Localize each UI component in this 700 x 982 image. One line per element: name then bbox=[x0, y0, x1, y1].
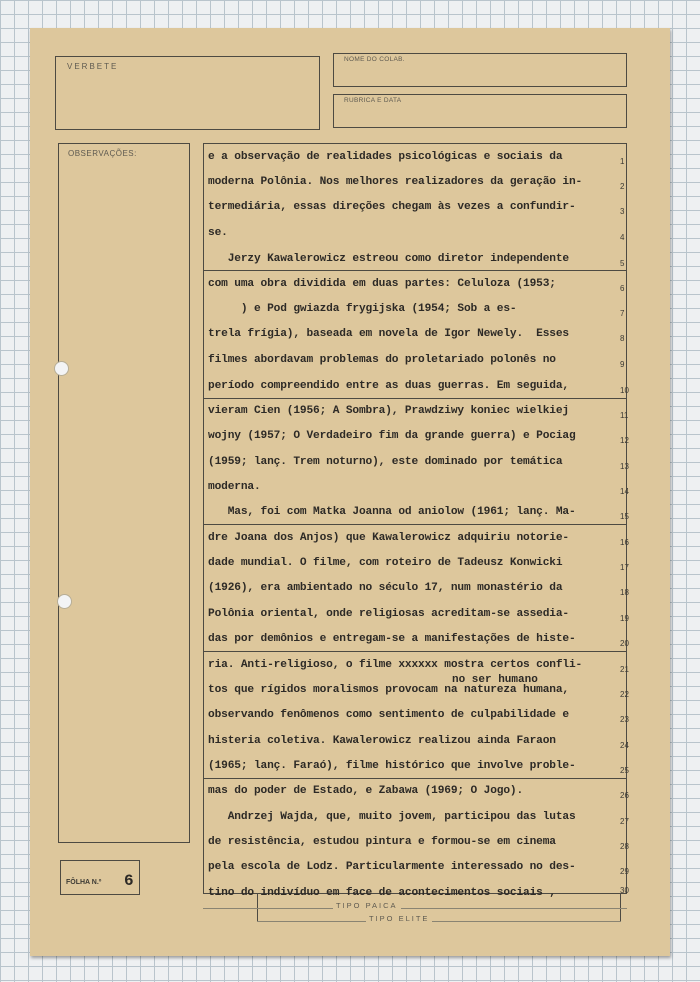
line-number: 21 bbox=[620, 665, 629, 674]
punch-hole-bottom bbox=[57, 594, 72, 609]
line-number: 16 bbox=[620, 538, 629, 547]
text-line-8: trela frígia), baseada em novela de Igor Newely. Esses bbox=[208, 328, 569, 340]
text-line-1: e a observação de realidades psicológicas e sociais da bbox=[208, 151, 563, 163]
folha-label: FÔLHA N.º bbox=[66, 879, 102, 886]
elite-rule bbox=[257, 921, 621, 922]
nome-colab-label: NOME DO COLAB. bbox=[344, 56, 405, 63]
line-number: 17 bbox=[620, 563, 629, 572]
line-number: 24 bbox=[620, 741, 629, 750]
rubrica-label: RUBRICA E DATA bbox=[344, 97, 402, 104]
line-number: 10 bbox=[620, 386, 629, 395]
text-line-27: Andrzej Wajda, que, muito jovem, participou das lutas bbox=[208, 811, 576, 823]
line-number: 22 bbox=[620, 690, 629, 699]
section-rule-5 bbox=[203, 778, 627, 779]
line-number: 11 bbox=[620, 411, 629, 420]
text-line-12: wojny (1957; O Verdadeiro fim da grande guerra) e Pociag bbox=[208, 430, 576, 442]
line-number: 12 bbox=[620, 436, 629, 445]
text-line-9: filmes abordavam problemas do proletariado polonês no bbox=[208, 354, 556, 366]
tipo-elite-label: TIPO ELITE bbox=[366, 914, 432, 923]
line-number: 28 bbox=[620, 842, 629, 851]
text-line-11: vieram Cien (1956; A Sombra), Prawdziwy koniec wielkiej bbox=[208, 405, 569, 417]
observacoes-box bbox=[58, 143, 190, 843]
line-number: 1 bbox=[620, 157, 625, 166]
section-rule-4 bbox=[203, 651, 627, 652]
verbete-label: VERBETE bbox=[67, 62, 119, 71]
line-number: 20 bbox=[620, 639, 629, 648]
line-number: 27 bbox=[620, 817, 629, 826]
text-line-13: (1959; lanç. Trem noturno), este dominado por temática bbox=[208, 456, 563, 468]
section-rule-3 bbox=[203, 524, 627, 525]
line-number: 30 bbox=[620, 886, 629, 895]
line-number: 5 bbox=[620, 259, 625, 268]
typed-insertion: no ser humano bbox=[452, 674, 538, 686]
line-number: 4 bbox=[620, 233, 625, 242]
text-line-25: (1965; lanç. Faraó), filme histórico que involve proble- bbox=[208, 760, 576, 772]
line-number: 19 bbox=[620, 614, 629, 623]
line-number: 7 bbox=[620, 309, 625, 318]
section-rule-1 bbox=[203, 270, 627, 271]
line-number: 23 bbox=[620, 715, 629, 724]
text-line-14: moderna. bbox=[208, 481, 261, 493]
folha-number: 6 bbox=[124, 872, 134, 890]
text-line-2: moderna Polônia. Nos melhores realizadores da geração in- bbox=[208, 176, 583, 188]
line-number: 6 bbox=[620, 284, 625, 293]
text-line-17: dade mundial. O filme, com roteiro de Tadeusz Konwicki bbox=[208, 557, 563, 569]
section-rule-2 bbox=[203, 398, 627, 399]
text-line-7: ) e Pod gwiazda frygijska (1954; Sob a es- bbox=[208, 303, 517, 315]
text-line-6: com uma obra dividida em duas partes: Celuloza (1953; bbox=[208, 278, 556, 290]
text-area-top-rule bbox=[203, 143, 627, 144]
line-number: 8 bbox=[620, 334, 625, 343]
text-line-30: tino do indivíduo em face de acontecimentos sociais , bbox=[208, 887, 556, 899]
text-line-18: (1926), era ambientado no século 17, num monastério da bbox=[208, 582, 563, 594]
text-line-19: Polônia oriental, onde religiosas acreditam-se assedia- bbox=[208, 608, 569, 620]
text-line-16: dre Joana dos Anjos) que Kawalerowicz adquiriu notorie- bbox=[208, 532, 569, 544]
text-line-29: pela escola de Lodz. Particularmente interessado no des- bbox=[208, 861, 576, 873]
text-margin-left bbox=[203, 143, 204, 894]
text-line-4: se. bbox=[208, 227, 228, 239]
text-line-5: Jerzy Kawalerowicz estreou como diretor independente bbox=[208, 253, 569, 265]
line-number: 29 bbox=[620, 867, 629, 876]
line-number: 2 bbox=[620, 182, 625, 191]
text-line-24: histeria coletiva. Kawalerowicz realizou ainda Faraon bbox=[208, 735, 556, 747]
paica-rule bbox=[203, 908, 627, 909]
text-line-26: mas do poder de Estado, e Zabawa (1969; O Jogo). bbox=[208, 785, 524, 797]
line-number: 14 bbox=[620, 487, 629, 496]
text-line-21: ria. Anti-religioso, o filme xxxxxx mostra certos confli- bbox=[208, 659, 583, 671]
text-line-20: das por demônios e entregam-se a manifestações de histe- bbox=[208, 633, 576, 645]
line-number: 13 bbox=[620, 462, 629, 471]
text-line-15: Mas, foi com Matka Joanna od aniolow (1961; lanç. Ma- bbox=[208, 506, 576, 518]
line-number: 25 bbox=[620, 766, 629, 775]
text-line-10: período compreendido entre as duas guerras. Em seguida, bbox=[208, 380, 569, 392]
text-line-22: tos que rígidos moralismos provocam na natureza humana, bbox=[208, 684, 569, 696]
line-number: 18 bbox=[620, 588, 629, 597]
text-line-23: observando fenômenos como sentimento de culpabilidade e bbox=[208, 709, 569, 721]
tipo-paica-label: TIPO PAICA bbox=[333, 901, 401, 910]
punch-hole-top bbox=[54, 361, 69, 376]
elite-margin-right bbox=[620, 893, 621, 921]
line-number: 3 bbox=[620, 207, 625, 216]
line-number: 26 bbox=[620, 791, 629, 800]
observacoes-label: OBSERVAÇÕES: bbox=[68, 149, 137, 158]
line-number: 15 bbox=[620, 512, 629, 521]
text-line-3: termediária, essas direções chegam às vezes a confundir- bbox=[208, 201, 576, 213]
text-line-28: de resistência, estudou pintura e formou-se em cinema bbox=[208, 836, 556, 848]
line-number: 9 bbox=[620, 360, 625, 369]
